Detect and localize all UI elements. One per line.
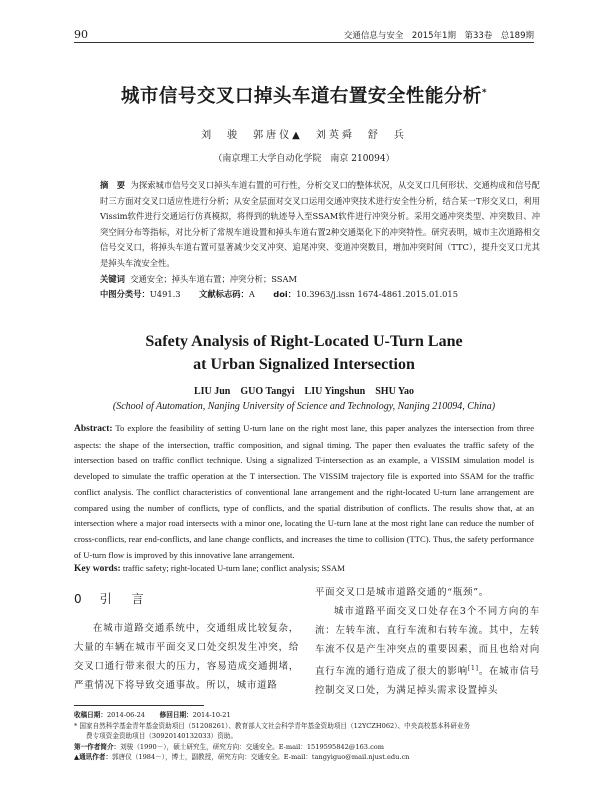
keywords-en-text: traffic safety; right-located U-turn lane; conflict analysis; SSAM (122, 563, 345, 573)
title-footnote-mark: * (481, 87, 488, 98)
first-author-label: 第一作者简介： (74, 742, 121, 751)
received-date: 2014-06-24 (106, 711, 145, 719)
body-left-column (74, 586, 299, 704)
dates-line (74, 710, 544, 721)
keywords-cn-label: 关键词 (100, 273, 125, 284)
first-author-line (74, 742, 544, 753)
footnotes (74, 710, 544, 763)
corr-author-text: 郭唐仪（1984－），博士，副教授，研究方向：交通安全。E-mail：tangyiguo@mail.njust.edu.cn (112, 753, 410, 762)
keywords-english (74, 563, 534, 574)
received-label: 收稿日期： (74, 711, 107, 719)
citation-ref: [1] (467, 665, 479, 672)
doi-value: 10.3963/j.issn 1674-4861.2015.01.015 (296, 289, 458, 300)
doc-code-value: A (248, 289, 255, 300)
affiliation-chinese: （南京理工大学自动化学院 南京 210094） (213, 154, 395, 164)
body-right-line1: 平面交叉口是城市道路交通的“瓶颈”。 (315, 587, 489, 598)
section-number: 0 (74, 592, 86, 606)
title-chinese-text: 城市信号交叉口掉头车道右置安全性能分析 (120, 86, 482, 107)
body-right-column (315, 583, 540, 700)
first-author-text: 刘骏（1990－），硕士研究生，研究方向：交通安全。E-mail：1519595842@163.com (120, 742, 384, 751)
corresponding-author-line (74, 752, 544, 763)
clc-value: U491.3 (149, 289, 181, 300)
title-chinese (74, 82, 534, 108)
fund-line-2: 费专项资金资助项目（30920140132033）资助。 (86, 732, 238, 741)
abstract-english (74, 421, 534, 563)
corr-author-label: ▲通讯作者： (74, 753, 113, 762)
body-right-text-end: 。在城市信号控制交叉口处，为满足掉头需求设置掉头 (315, 666, 540, 697)
doi-label: doi： (273, 289, 297, 300)
doc-code-label: 文献标志码： (199, 289, 249, 300)
journal-info: 交通信息与安全 2015年1期 第33卷 总189期 (343, 31, 534, 41)
footnote-divider (74, 705, 204, 706)
abstract-en-text: To explore the feasibility of setting U-turn lane on the right most lane, this paper analyzes the intersection from three aspects: the shape of the intersection, traffic composition, and signal timing. The paper then evaluates the traffic safety of the intersection based on traffic conflict technique. Using a signalized T-intersection as an example, a VISSIM simulation model is developed to simulate the traffic operation at the T intersection. The VISSIM trajectory file is exported into SSAM for the traffic conflict analysis. The conflict characteristics of conventional lane arrangement and the right-located U-turn lane arrangement are compared using the number of conflicts, type of conflicts, and the spatial distribution of conflicts. The results show that, at an intersection where a major road intersects with a minor one, locating the U-turn lane at the most right lane can reduce the number of cross-conflicts, rear end-conflicts, and lane change conflicts, and increases the time to collision (TTC). Thus, the safety performance of U-turn flow is improved by this innovative lane arrangement. (74, 423, 535, 560)
abstract-chinese (100, 178, 540, 303)
title-en-line2: at Urban Signalized Intersection (193, 356, 415, 373)
title-english (74, 330, 534, 376)
keywords-en-label: Key words: (74, 564, 121, 574)
section-heading (74, 590, 299, 607)
revised-date: 2014-10-21 (192, 711, 231, 719)
authors-chinese: 刘 骏 郭唐仪▲ 刘英舜 舒 兵 (201, 130, 407, 141)
title-en-line1: Safety Analysis of Right-Located U-Turn Lane (145, 333, 463, 350)
body-paragraph-left: 在城市道路交通系统中，交通组成比较复杂，大量的车辆在城市平面交叉口处交织发生冲突，给交叉口通行带来很大的压力，容易造成交通拥堵，严重情况下将导致交通事故。所以，城市道路 (74, 623, 299, 691)
running-header (74, 28, 534, 43)
fund-line: * 国家自然科学基金青年基金资助项目（51208261）、教育部人文社会科学青年基金资助项目（12YCZH062）、中央高校基本科研业务 (74, 721, 471, 730)
keywords-cn-text: 交通安全；掉头车道右置；冲突分析；SSAM (130, 273, 297, 284)
abstract-en-label: Abstract: (74, 424, 113, 434)
page-number: 90 (74, 28, 88, 41)
authors-english: LIU Jun GUO Tangyi LIU Yingshun SHU Yao (193, 386, 415, 397)
abstract-cn-text: 为探索城市信号交叉口掉头车道右置的可行性，分析交叉口的整体状况，从交叉口几何形状、交通构成和信号配时三方面对交叉口适应性进行分析；从安全层面对交叉口运用交通冲突技术进行安全性分析，结合某一T形交叉口，利用Vissim软件进行交通运行仿真模拟，将得到的轨迹导入至SSAM软件进行冲突分析。采用交通冲突类型、冲突数目、冲突空间分布等指标，对比分析了常规车道设置和掉头车道右置2种交通渠化下的冲突特性。研究表明，城市主次道路相交信号交叉口，将掉头车道右置可显著减少交叉冲突、追尾冲突、变道冲突数目，增加冲突时间（TTC），提升交叉口尤其是掉头车流安全性。 (100, 180, 540, 268)
revised-label: 修回日期： (159, 711, 193, 719)
affiliation-english: (School of Automation, Nanjing University of Science and Technology, Nanjing 210094, China) (112, 401, 496, 412)
section-title: 引 言 (99, 592, 148, 606)
clc-label: 中图分类号： (100, 289, 150, 300)
abstract-cn-label: 摘 要 (100, 180, 126, 190)
body-right-paragraph (315, 602, 540, 700)
body-right-text: 城市道路平面交叉口处存在3个不同方向的车流：左转车流、直行车流和右转车流。其中，左转车流不仅是产生冲突点的重要因素，而且也给对向直行车流的通行造成了很大的影响 (315, 606, 540, 678)
